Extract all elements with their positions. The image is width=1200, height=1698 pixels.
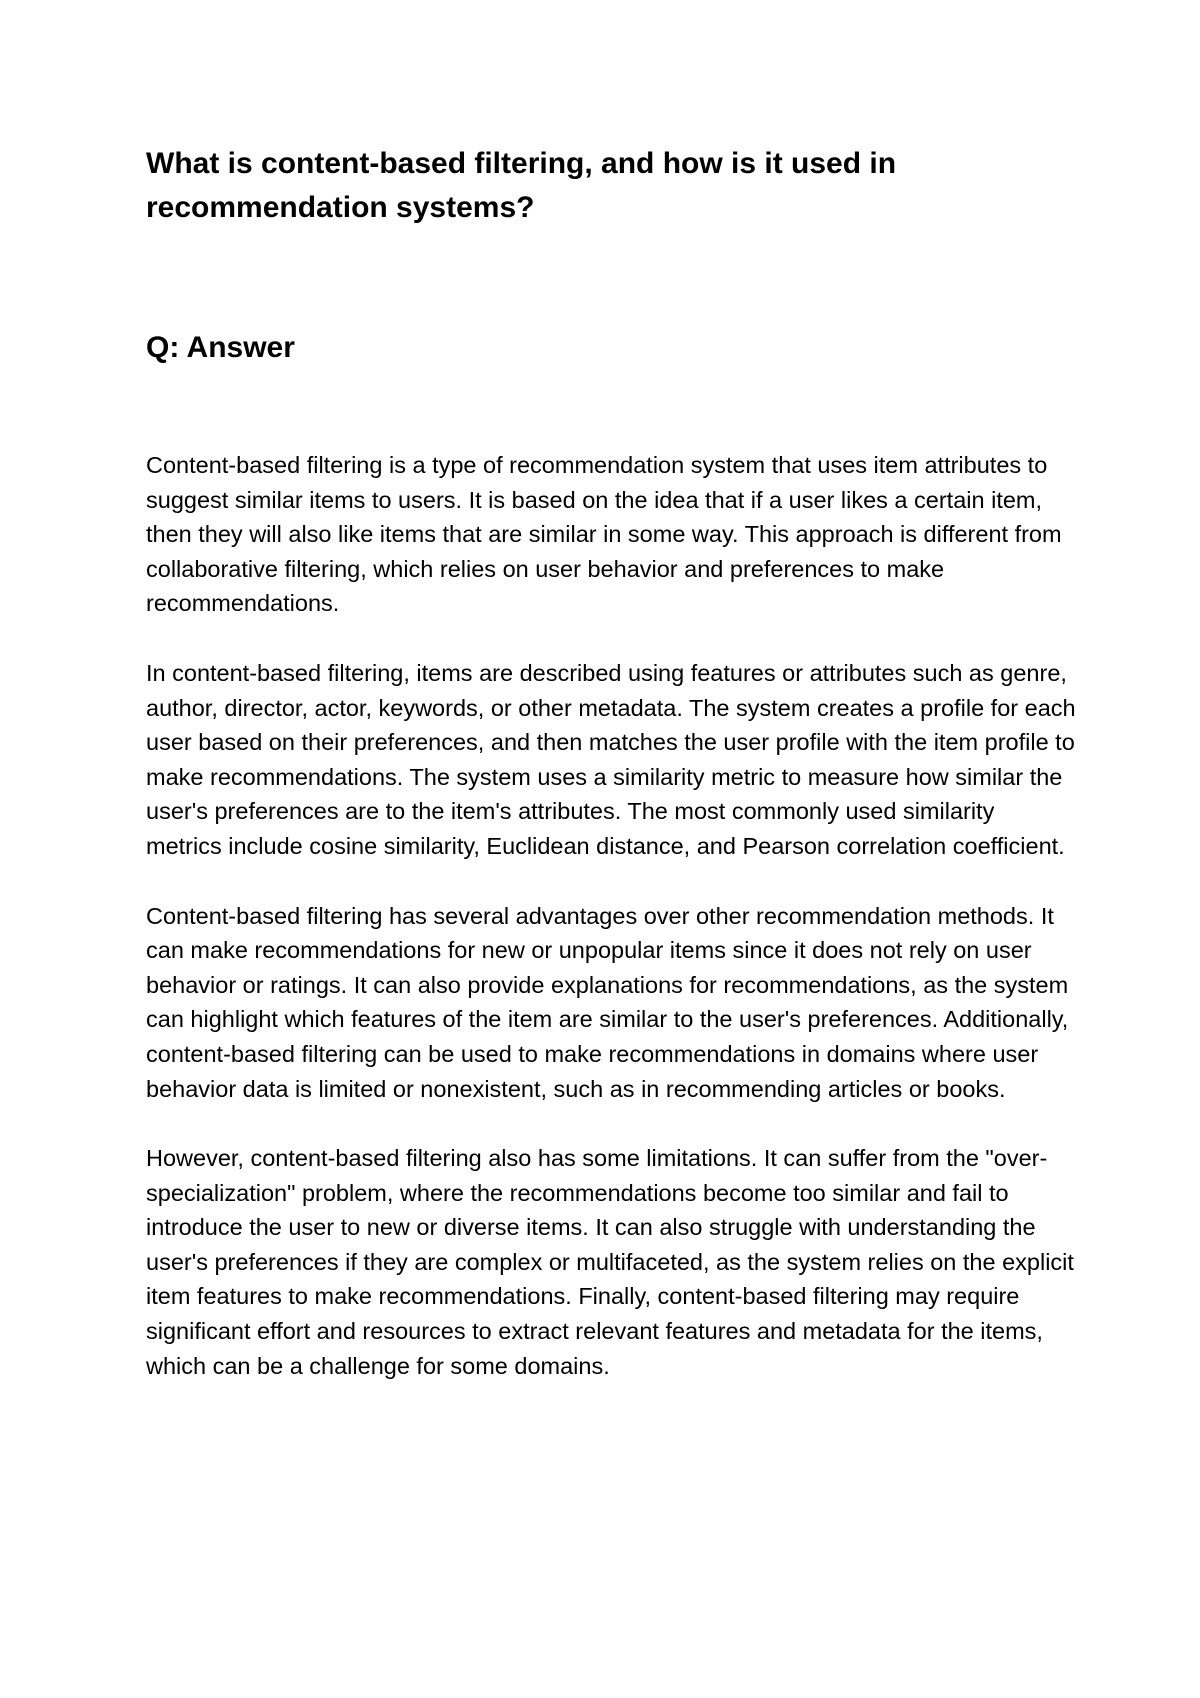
answer-body [146, 448, 1076, 1383]
paragraph-how-it-works: In content-based filtering, items are described using features or attributes such as genre, author, director, actor, keywords, or other metadata. The system creates a profile for each user based on their preferences, and then matches the user profile with the item profile to make recommendations. The system uses a similarity metric to measure how similar the user's preferences are to the item's attributes. The most commonly used similarity metrics include cosine similarity, Euclidean distance, and Pearson correlation coefficient. [146, 659, 1076, 859]
question-title: What is content-based filtering, and how is it used in recommendation systems? [146, 147, 897, 224]
answer-heading: Q: Answer [146, 331, 295, 364]
paragraph-definition: Content-based filtering is a type of recommendation system that uses item attributes to suggest similar items to users. It is based on the idea that if a user likes a certain item, then they will also like items that are similar in some way. This approach is different from collaborative filtering, which relies on user behavior and preferences to make recommendations. [146, 452, 1062, 617]
paragraph-advantages: Content-based filtering has several advantages over other recommendation methods. It can make recommendations for new or unpopular items since it does not rely on user behavior or ratings. It can also provide explanations for recommendations, as the system can highlight which features of the item are similar to the user's preferences. Additionally, content-based filtering can be used to make recommendations in domains where user behavior data is limited or nonexistent, such as in recommending articles or books. [146, 902, 1069, 1102]
paragraph-limitations: However, content-based filtering also has some limitations. It can suffer from the "over-specialization" problem, where the recommendations become too similar and fail to introduce the user to new or diverse items. It can also struggle with understanding the user's preferences if they are complex or multifaceted, as the system relies on the explicit item features to make recommendations. Finally, content-based filtering may require significant effort and resources to extract relevant features and metadata for the items, which can be a challenge for some domains. [146, 1145, 1074, 1379]
document-content [146, 142, 1076, 1418]
